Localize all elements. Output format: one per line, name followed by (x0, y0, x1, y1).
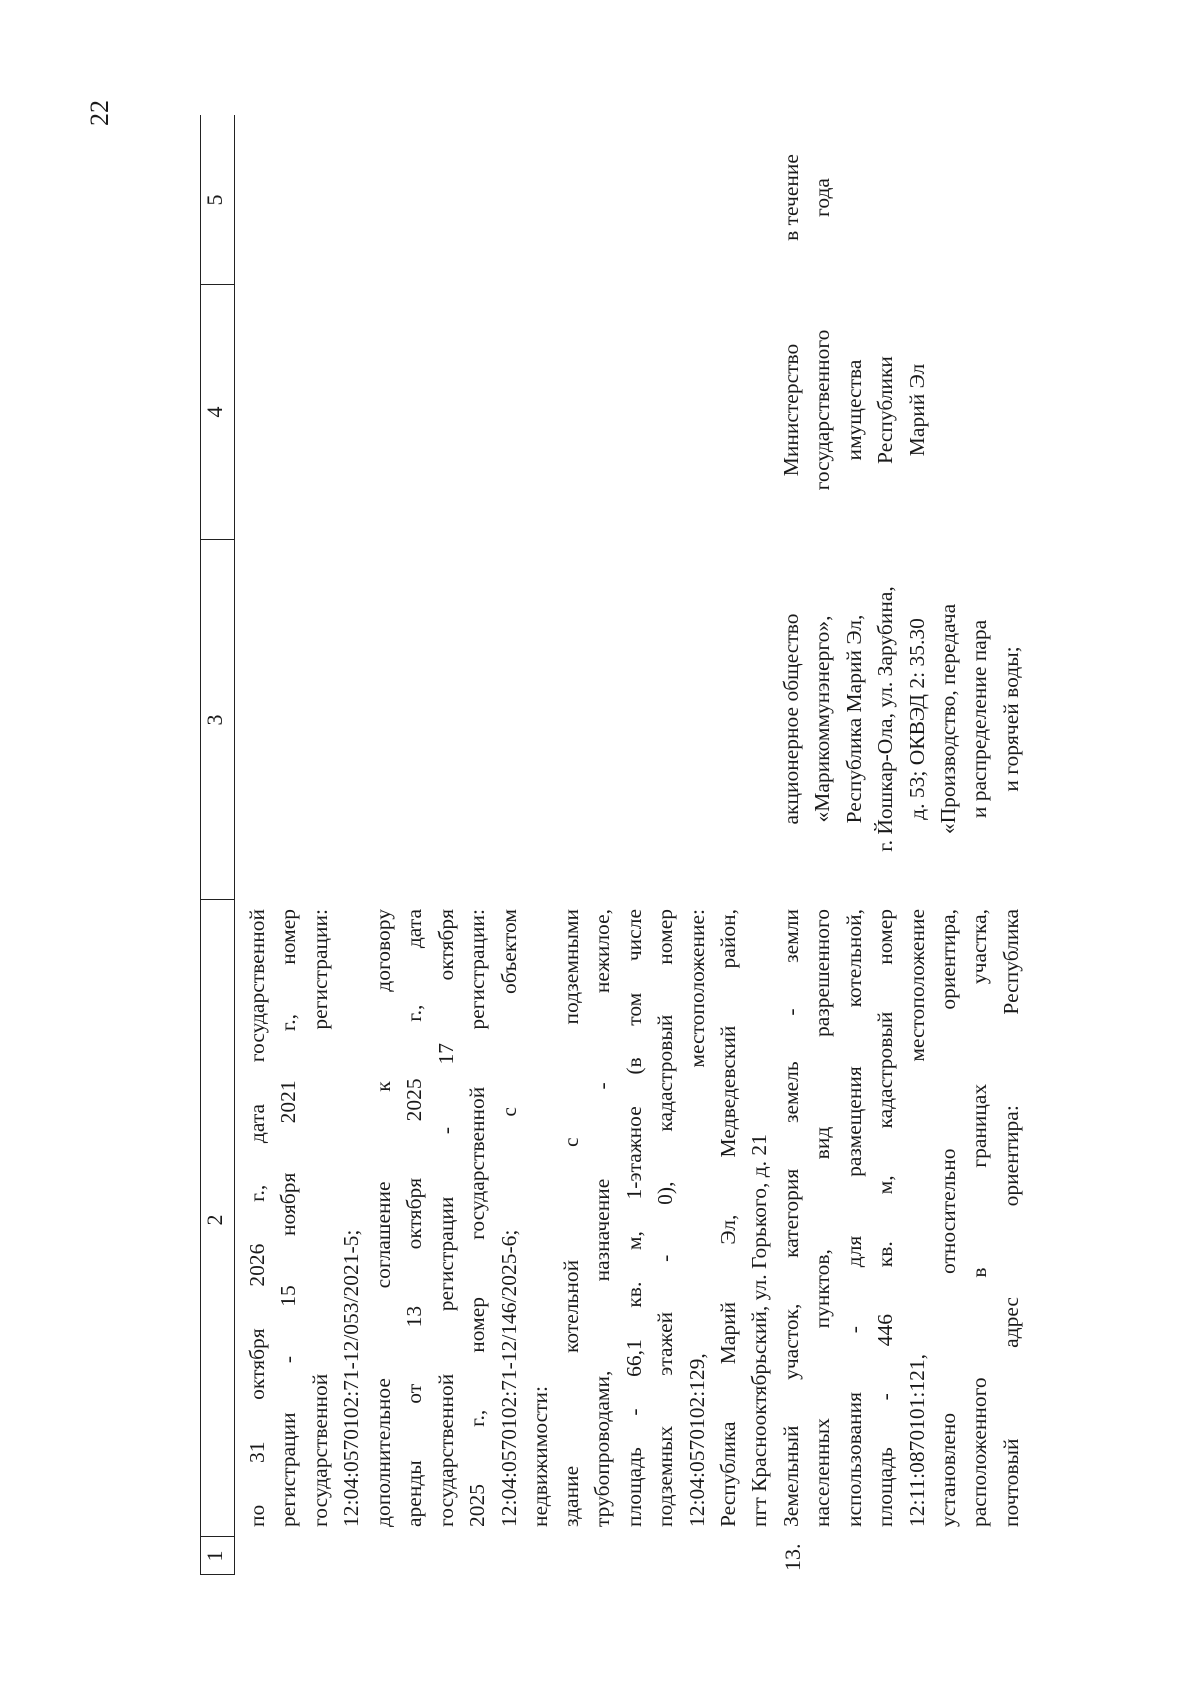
header-col-5: 5 (202, 194, 227, 206)
header-col-2: 2 (202, 1214, 227, 1226)
col-divider-5 (200, 284, 234, 285)
col-divider-1 (200, 1574, 234, 1575)
header-col-4: 4 (202, 406, 227, 418)
row-13-deadline: в течение года (779, 154, 835, 241)
row-13-number: 13. (780, 1543, 805, 1571)
row-13-responsible: Министерство государственного имущества Республики Марий Эл (779, 329, 929, 491)
header-bottom-border (234, 115, 235, 1575)
col-divider-2 (200, 1536, 234, 1537)
col-divider-4 (200, 539, 234, 540)
table-top-border (200, 115, 201, 1575)
continuation-block-2: дополнительное соглашение к договору аренды от 13 октября 2025 г., дата государственной регистрации - 17 октября 2025 г., номер государственной регистрации: 12:04:0570102:71-12/146/2025-6; с объектом недвижимости: (371, 909, 553, 1527)
row-13-description: Земельный участок, категория земель - земли населенных пунктов, вид разрешенного использования - для размещения котельной, площадь - 446 кв. м, кадастровый номер 12:11:0870101:121, местоположение установлено относительно ориентира, расположенного в границах участка, почтовый адрес ориентира: Республика (779, 909, 1023, 1527)
page-number: 22 (85, 100, 114, 126)
row-13-organization: акционерное общество «Марикоммунэнерго», Республика Марий Эл, г. Йошкар-Ола, ул. Зарубина, д. 53; ОКВЭД 2: 35.30 «Производство, передача и распределение пара и горячей воды; (779, 586, 1023, 852)
header-col-1: 1 (202, 1550, 227, 1562)
continuation-block-1: по 31 октября 2026 г., дата государственной регистрации - 15 ноября 2021 г., номер государственной регистрации: 12:04:0570102:71-12/053/2021-5; (245, 909, 364, 1527)
col-divider-3 (200, 899, 234, 900)
header-col-3: 3 (202, 714, 227, 726)
rotated-table (200, 115, 1023, 1575)
continuation-block-3: здание котельной с подземными трубопроводами, назначение - нежилое, площадь - 66,1 кв. м, 1-этажное (в том числе подземных этажей - 0), кадастровый номер 12:04:0570102:129, местоположение: Республика Марий Эл, Медведевский район, пгт Краснооктябрьский, ул. Горького, д. 21 (559, 909, 772, 1527)
